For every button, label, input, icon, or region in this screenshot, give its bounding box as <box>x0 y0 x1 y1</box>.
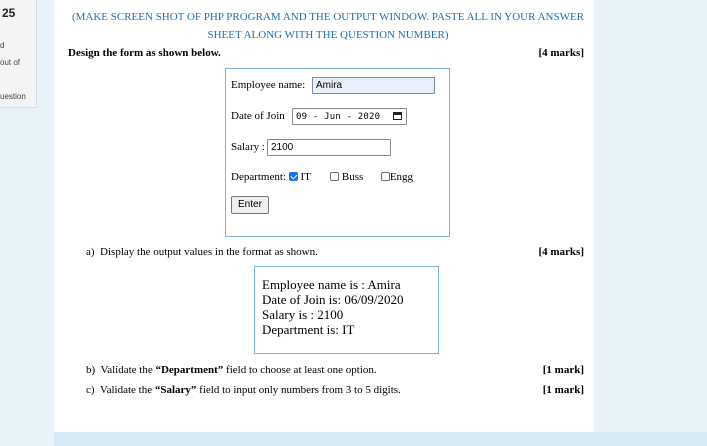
salary-input[interactable]: 2100 <box>267 139 391 156</box>
bottom-strip <box>54 432 707 446</box>
part-a-text: Display the output values in the format as shown. <box>100 246 318 258</box>
employee-name-input[interactable]: Amira <box>312 77 435 94</box>
part-c-marks: [1 mark] <box>542 384 584 396</box>
output-image <box>254 266 439 354</box>
part-b-label: b) <box>86 364 96 376</box>
part-a-label: a) <box>86 246 95 258</box>
question-info-line[interactable] <box>0 92 26 101</box>
question-info-panel <box>0 0 37 108</box>
checkbox-engg[interactable] <box>381 172 390 181</box>
part-a <box>86 246 318 258</box>
part-b <box>86 364 377 376</box>
checkbox-it-label: IT <box>300 171 311 183</box>
flag-question-link[interactable]: uestion <box>0 92 26 101</box>
department-row <box>231 171 413 183</box>
question-info-line: d <box>0 41 5 50</box>
checkbox-buss[interactable] <box>330 172 339 181</box>
checkbox-buss-label: Buss <box>341 171 364 183</box>
question-info-line: out of <box>0 58 21 67</box>
instruction-line-2: SHEET ALONG WITH THE QUESTION NUMBER) <box>207 29 449 41</box>
part-b-text: Validate the <box>100 364 156 376</box>
part-b-marks: [1 mark] <box>542 364 584 376</box>
department-label: Department: <box>231 171 286 183</box>
part-c-text-end: field to input only numbers from 3 to 5 digits. <box>196 384 401 396</box>
output-line: Department is: IT <box>262 322 355 337</box>
instruction-line-1: (MAKE SCREEN SHOT OF PHP PROGRAM AND THE OUTPUT WINDOW. PASTE ALL IN YOUR ANSWER <box>71 11 585 23</box>
calendar-icon[interactable] <box>393 112 402 120</box>
output-line: Salary is : 2100 <box>262 307 344 322</box>
date-of-join-input[interactable] <box>292 108 407 125</box>
instruction-banner <box>62 8 594 44</box>
checkbox-engg-label: Engg <box>389 171 414 183</box>
part-a-marks: [4 marks] <box>538 246 584 258</box>
part-c-text: Validate the <box>99 384 155 396</box>
enter-button[interactable]: Enter <box>231 196 269 214</box>
form-image <box>225 68 450 237</box>
part-c-label: c) <box>86 384 95 396</box>
part-c-field: “Salary” <box>154 384 197 396</box>
part-b-text-end: field to choose at least one option. <box>223 364 377 376</box>
design-form-heading: Design the form as shown below. <box>68 47 221 59</box>
part-b-field: “Department” <box>155 364 224 376</box>
design-marks: [4 marks] <box>538 47 584 59</box>
output-line: Employee name is : Amira <box>262 277 401 292</box>
salary-label: Salary : <box>231 141 265 153</box>
checkbox-it[interactable] <box>289 172 298 181</box>
employee-label: Employee name: <box>231 79 306 91</box>
part-c <box>86 384 401 396</box>
output-line: Date of Join is: 06/09/2020 <box>262 292 404 307</box>
question-number: 25 <box>2 6 16 20</box>
date-value: 09 - Jun - 2020 <box>296 112 381 122</box>
doj-label: Date of Join <box>231 110 285 122</box>
